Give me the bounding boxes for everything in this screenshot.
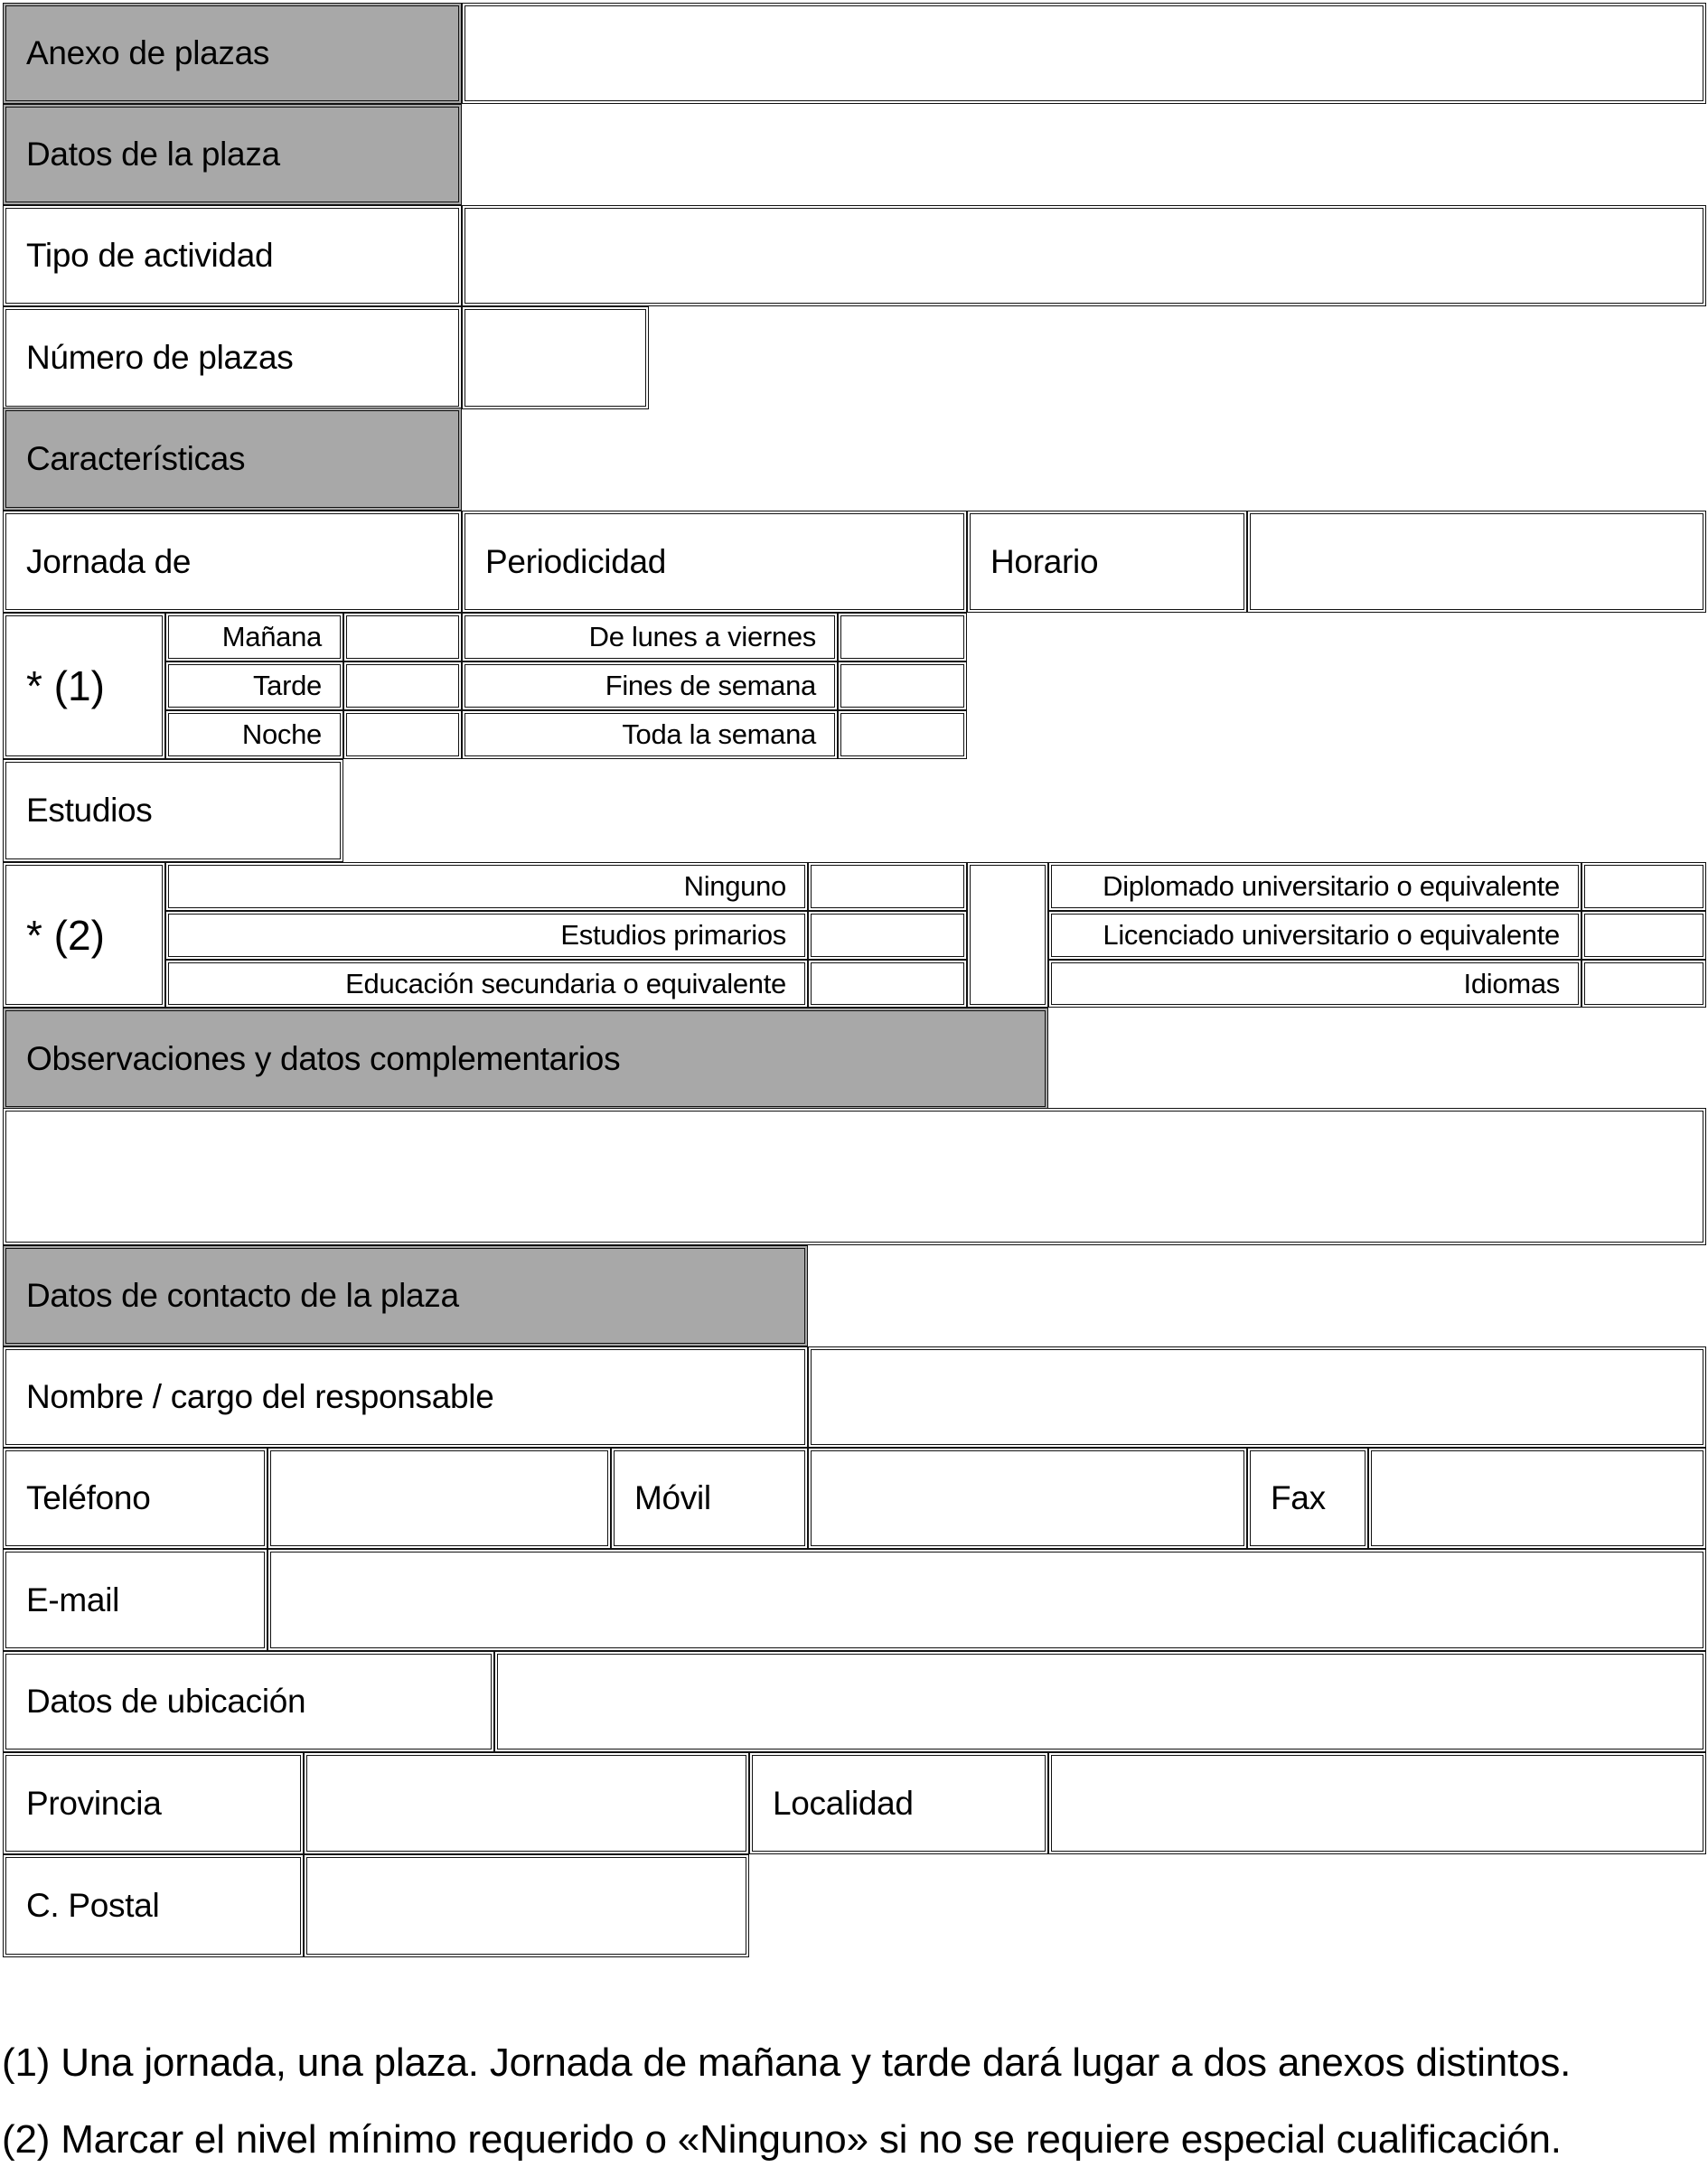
anexo-field[interactable]	[462, 3, 1706, 104]
estudios-option-ninguno: Ninguno	[165, 862, 808, 911]
tipo-actividad-field[interactable]	[462, 205, 1706, 306]
ref1-marker: * (1)	[3, 613, 165, 759]
tipo-actividad-label: Tipo de actividad	[3, 205, 462, 306]
jornada-checkbox-tarde[interactable]	[343, 661, 462, 710]
email-field[interactable]	[267, 1549, 1706, 1651]
jornada-checkbox-manana[interactable]	[343, 613, 462, 661]
estudios-option-diplomado: Diplomado universitario o equivalente	[1048, 862, 1581, 911]
estudios-checkbox-ninguno[interactable]	[808, 862, 967, 911]
estudios-checkbox-primarios[interactable]	[808, 911, 967, 960]
localidad-label: Localidad	[749, 1752, 1048, 1854]
observaciones-field[interactable]	[3, 1108, 1706, 1245]
periodicidad-option-fines-semana: Fines de semana	[462, 661, 838, 710]
movil-label: Móvil	[611, 1448, 808, 1549]
periodicidad-label: Periodicidad	[462, 511, 967, 613]
jornada-option-tarde: Tarde	[165, 661, 343, 710]
anexo-header: Anexo de plazas	[3, 3, 462, 104]
estudios-label: Estudios	[3, 759, 343, 862]
fax-field[interactable]	[1368, 1448, 1706, 1549]
observaciones-header: Observaciones y datos complementarios	[3, 1008, 1048, 1110]
estudios-option-licenciado: Licenciado universitario o equivalente	[1048, 911, 1581, 960]
footnote-2: (2) Marcar el nivel mínimo requerido o «Ninguno» si no se requiere especial cualificación.	[2, 2117, 1562, 2162]
estudios-checkbox-idiomas[interactable]	[1581, 960, 1706, 1008]
telefono-label: Teléfono	[3, 1448, 267, 1549]
estudios-option-primarios: Estudios primarios	[165, 911, 808, 960]
estudios-option-secundaria: Educación secundaria o equivalente	[165, 960, 808, 1008]
estudios-checkbox-secundaria[interactable]	[808, 960, 967, 1008]
provincia-field[interactable]	[304, 1752, 749, 1854]
provincia-label: Provincia	[3, 1752, 304, 1854]
jornada-checkbox-noche[interactable]	[343, 710, 462, 759]
caracteristicas-header: Características	[3, 408, 462, 511]
ref2-marker: * (2)	[3, 862, 165, 1008]
jornada-label: Jornada de	[3, 511, 462, 613]
jornada-option-manana: Mañana	[165, 613, 343, 661]
ubicacion-field[interactable]	[494, 1651, 1706, 1752]
contacto-header: Datos de contacto de la plaza	[3, 1245, 808, 1346]
ubicacion-label: Datos de ubicación	[3, 1651, 494, 1752]
footnote-1: (1) Una jornada, una plaza. Jornada de mañana y tarde dará lugar a dos anexos distintos.	[2, 2040, 1572, 2085]
estudios-checkbox-diplomado[interactable]	[1581, 862, 1706, 911]
numero-plazas-label: Número de plazas	[3, 306, 462, 409]
numero-plazas-field[interactable]	[462, 306, 649, 409]
datos-plaza-header: Datos de la plaza	[3, 104, 462, 205]
periodicidad-checkbox-fines-semana[interactable]	[838, 661, 967, 710]
localidad-field[interactable]	[1048, 1752, 1706, 1854]
responsable-field[interactable]	[808, 1346, 1706, 1448]
periodicidad-option-toda-semana: Toda la semana	[462, 710, 838, 759]
jornada-option-noche: Noche	[165, 710, 343, 759]
estudios-checkbox-licenciado[interactable]	[1581, 911, 1706, 960]
cpostal-label: C. Postal	[3, 1854, 304, 1957]
fax-label: Fax	[1247, 1448, 1368, 1549]
periodicidad-checkbox-toda-semana[interactable]	[838, 710, 967, 759]
telefono-field[interactable]	[267, 1448, 611, 1549]
estudios-spacer	[967, 862, 1048, 1008]
periodicidad-checkbox-lunes-viernes[interactable]	[838, 613, 967, 661]
estudios-option-idiomas: Idiomas	[1048, 960, 1581, 1008]
horario-label: Horario	[967, 511, 1247, 613]
horario-field[interactable]	[1247, 511, 1706, 613]
periodicidad-option-lunes-viernes: De lunes a viernes	[462, 613, 838, 661]
cpostal-field[interactable]	[304, 1854, 749, 1957]
movil-field[interactable]	[808, 1448, 1247, 1549]
email-label: E-mail	[3, 1549, 267, 1651]
responsable-label: Nombre / cargo del responsable	[3, 1346, 808, 1448]
